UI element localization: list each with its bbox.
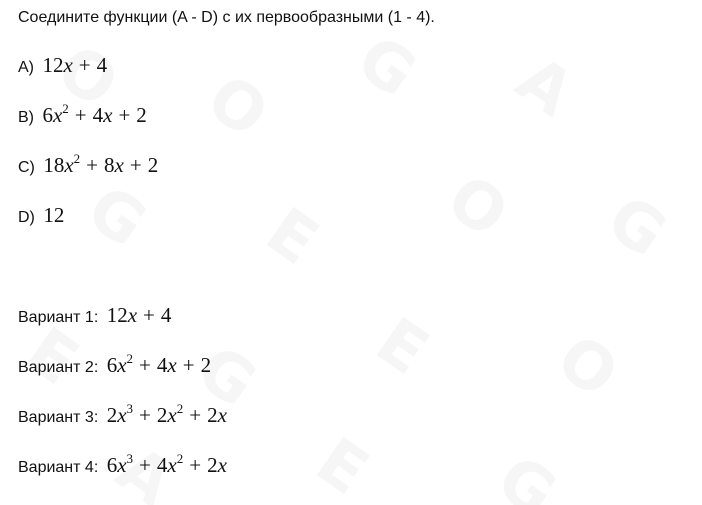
variant-4 — [18, 453, 227, 480]
variant-expression: 12x + 4 — [106, 303, 172, 327]
function-label: A) — [18, 59, 34, 76]
function-c — [18, 153, 158, 180]
variant-expression: $6x^3 + 4x^2 + 2x$ — [106, 451, 227, 477]
variant-label: Вариант 3: — [18, 409, 99, 426]
variant-expression: $2x^3 + 2x^2 + 2x$ — [106, 401, 227, 427]
function-label: B) — [18, 109, 34, 126]
function-label: D) — [18, 209, 35, 226]
variant-label: Вариант 4: — [18, 459, 99, 476]
variant-2 — [18, 353, 211, 380]
function-d — [18, 203, 64, 230]
function-b — [18, 103, 147, 130]
function-expression: $6x^2 + 4x + 2$ — [42, 101, 147, 127]
function-a — [18, 53, 107, 80]
function-label: C) — [18, 159, 35, 176]
variant-1 — [18, 303, 171, 330]
variant-label: Вариант 2: — [18, 359, 99, 376]
variant-expression: $6x^2 + 4x + 2$ — [106, 351, 212, 377]
task-instruction: Соедините функции (A - D) с их первообразными (1 - 4). — [18, 9, 435, 26]
function-expression: 12 — [43, 203, 65, 227]
variant-label: Вариант 1: — [18, 309, 99, 326]
function-expression: 12x + 4 — [42, 53, 108, 77]
function-expression: $18x^2 + 8x + 2$ — [43, 151, 159, 177]
variant-3 — [18, 403, 227, 430]
